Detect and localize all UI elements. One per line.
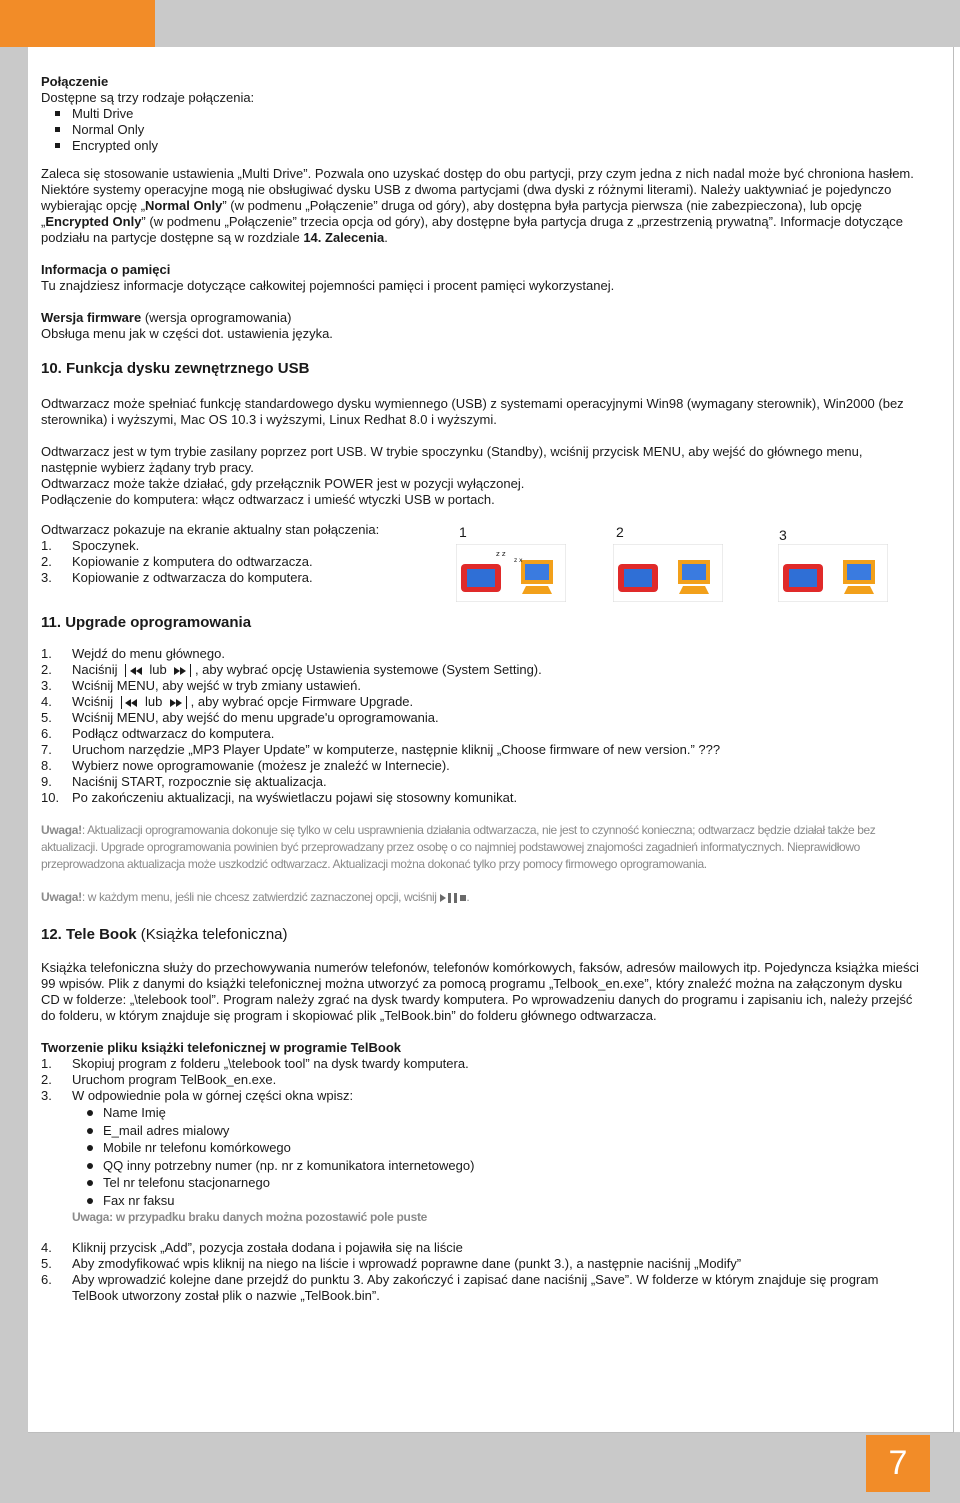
next-button-symbol (170, 662, 195, 678)
item-number: 1. (41, 538, 52, 553)
item-number: 10. (41, 790, 60, 805)
item-number: 5. (41, 710, 52, 725)
list-item (41, 662, 921, 678)
connection-options-list (41, 106, 921, 154)
item-text: Spoczynek. (72, 538, 140, 553)
telbook-fields-list (41, 1104, 921, 1209)
item-number: 6. (41, 1272, 52, 1287)
left-gray-band (0, 47, 28, 1432)
page-content (41, 74, 921, 1304)
list-item (41, 1056, 921, 1072)
item-number: 8. (41, 758, 52, 773)
list-item (41, 758, 921, 774)
warning-text: : Aktualizacji oprogramowania dokonuje się tylko w celu usprawnienia działania odtwarzacza, nie jest to czynność konieczna; odtwarzacz będzie działał także bez aktualizacji. Upgrade oprogramowania powinien być przeprowadzany przez osobę o co najmniej podstawowej znajomości zagadnień informatycznych. Nieprawidłowo przeprowadzona aktualizacja może uszkodzić odtwarzacz. Aktualizacji można dokonać tylko przy pomocy firmowego oprogramowania. (41, 823, 876, 871)
item-text: Kopiowanie z odtwarzacza do komputera. (72, 570, 313, 585)
section-heading-polaczenie: Połączenie (41, 74, 109, 89)
firmware-heading-bold: Wersja firmware (41, 310, 142, 325)
svg-text:z z: z z (496, 550, 506, 558)
list-item: Name Imię (87, 1104, 921, 1122)
polaczenie-paragraph-1: Zaleca się stosowanie ustawienia „Multi Drive”. Pozwala ono uzyskać dostęp do obu partycji, przy czym jedna z nich nadal może być chroniona hasłem. (41, 166, 914, 181)
svg-text:z x: z x (514, 557, 523, 564)
item-text: Kliknij przycisk „Add”, pozycja została dodana i pojawiła się na liście (72, 1240, 463, 1255)
bottom-gray-band (0, 1432, 960, 1503)
list-item (41, 554, 441, 570)
item-number: 2. (41, 662, 52, 677)
item-text: Naciśnij START, rozpocznie się aktualizacja. (72, 774, 327, 789)
section-heading-pamiec: Informacja o pamięci (41, 262, 171, 277)
warning-label: Uwaga! (41, 823, 82, 837)
status-player-to-pc-illustration (778, 544, 888, 602)
item-text (72, 694, 413, 710)
list-item (41, 710, 921, 726)
list-item: Tel nr telefonu stacjonarnego (87, 1174, 921, 1192)
firmware-text: Obsługa menu jak w części dot. ustawienia języka. (41, 326, 333, 341)
warning-label: Uwaga! (41, 890, 82, 904)
picture-label-1: 1 (459, 524, 467, 540)
list-item (41, 694, 921, 710)
warning-text: : w każdym menu, jeśli nie chcesz zatwierdzić zaznaczonej opcji, wciśnij (81, 890, 440, 904)
list-item: Encrypted only (55, 138, 921, 154)
page-number: 7 (866, 1435, 930, 1492)
item-text: Wejdź do menu głównego. (72, 646, 225, 661)
pamiec-text: Tu znajdziesz informacje dotyczące całkowitej pojemności pamięci i procent pamięci wykorzystanej. (41, 278, 615, 293)
list-item (41, 774, 921, 790)
firmware-heading (41, 310, 921, 326)
section-12-heading-bold: 12. Tele Book (41, 926, 137, 943)
item-text: Kopiowanie z komputera do odtwarzacza. (72, 554, 313, 569)
item-text: Wciśnij MENU, aby wejść w tryb zmiany ustawień. (72, 678, 361, 693)
previous-button-symbol (117, 694, 142, 710)
orange-corner-block (0, 0, 155, 47)
section-12-paragraph: Książka telefoniczna służy do przechowywania numerów telefonów, telefonów komórkowych, faksów, adresów mailowych itp. Pojedyncza książka mieści 99 wpisów. Plik z danymi do książki telefonicznej można utworzyć za pomocą programu „Telbook_en.exe”, który znaleźć można na załączonym dysku CD w folderze: „\telebook tool”. Program należy zgrać na dysk twardy komputera. Po wprowadzeniu danych do programu i zapisaniu ich, należy przejść do folderu, w którym znajduje się program i skopiować plik „TelBook.bin” do folderu głównego odtwarzacza. (41, 960, 919, 1023)
list-item (41, 790, 921, 806)
item-number: 4. (41, 1240, 52, 1255)
item-number: 1. (41, 646, 52, 661)
item-text (72, 662, 542, 678)
list-item: Fax nr faksu (87, 1192, 921, 1210)
list-item (41, 1072, 921, 1088)
list-item (41, 1240, 921, 1256)
section-10-paragraph-2: Odtwarzacz jest w tym trybie zasilany poprzez port USB. W trybie spoczynku (Standby), wciśnij przycisk MENU, aby wejść do głównego menu, następnie wybierz żądany tryb pracy. (41, 444, 863, 475)
text-run: , aby wybrać opcję Ustawienia systemowe (System Setting). (194, 662, 542, 677)
section-12-heading (41, 926, 921, 944)
text-run: . (466, 890, 470, 904)
list-item (41, 1088, 921, 1104)
item-number: 9. (41, 774, 52, 789)
section-10-paragraph-1: Odtwarzacz może spełniać funkcję standardowego dysku wymiennego (USB) z systemami operacyjnymi Win98 (wymagany sterownik), Win2000 (bez sterownika) i wyższymi, Mac OS 10.3 i wyższymi, Linux Redhat 8.0 i wyższymi. (41, 396, 904, 427)
status-pc-to-player-illustration (613, 544, 723, 602)
firmware-heading-suffix: (wersja oprogramowania) (141, 310, 292, 325)
section-10-paragraph-3: Odtwarzacz może także działać, gdy przełącznik POWER jest w pozycji wyłączonej. (41, 476, 525, 491)
list-item: Multi Drive (55, 106, 921, 122)
list-item: E_mail adres mialowy (87, 1122, 921, 1140)
telbook-subheading: Tworzenie pliku książki telefonicznej w programie TelBook (41, 1040, 401, 1055)
list-item (41, 742, 921, 758)
list-item: Normal Only (55, 122, 921, 138)
list-item (41, 1256, 921, 1272)
status-intro: Odtwarzacz pokazuje na ekranie aktualny stan połączenia: (41, 522, 380, 537)
empty-fields-note: Uwaga: w przypadku braku danych można pozostawić pole puste (72, 1210, 428, 1224)
section-11-heading: 11. Upgrade oprogramowania (41, 614, 252, 631)
previous-button-symbol (121, 662, 146, 678)
section-12-heading-suffix: (Książka telefoniczna) (136, 926, 288, 943)
section-10-paragraph-4: Podłączenie do komputera: włącz odtwarzacz i umieść wtyczki USB w portach. (41, 492, 495, 507)
text-run: , aby wybrać opcje Firmware Upgrade. (190, 694, 414, 709)
list-item (41, 570, 441, 586)
item-text: Skopiuj program z folderu „\telebook tool” na dysk twardy komputera. (72, 1056, 469, 1071)
picture-label-2: 2 (616, 524, 624, 540)
item-number: 5. (41, 1256, 52, 1271)
normal-only-term: Normal Only (145, 198, 223, 213)
text-run: lub (145, 662, 171, 677)
play-pause-symbol (440, 890, 470, 904)
item-number: 7. (41, 742, 52, 757)
item-text: Wciśnij MENU, aby wejść do menu upgrade'u oprogramowania. (72, 710, 439, 725)
item-number: 3. (41, 678, 52, 693)
picture-label-3: 3 (779, 527, 787, 543)
text-run: Naciśnij (72, 662, 122, 677)
text-run: Wciśnij (72, 694, 117, 709)
item-number: 2. (41, 554, 52, 569)
polaczenie-paragraph-2 (41, 182, 921, 246)
item-text: Podłącz odtwarzacz do komputera. (72, 726, 275, 741)
item-text: Aby zmodyfikować wpis kliknij na niego na liście i wprowadź poprawne dane (punkt 3.), a następnie naciśnij „Modify” (72, 1256, 742, 1271)
item-text: Uruchom narzędzie „MP3 Player Update” w komputerze, następnie kliknij „Choose firmware of new version.” ??? (72, 742, 721, 757)
list-item (41, 1272, 921, 1304)
item-number: 4. (41, 694, 52, 709)
item-number: 6. (41, 726, 52, 741)
upgrade-warning-note (41, 822, 921, 873)
top-gray-band (155, 0, 960, 47)
menu-cancel-note (41, 889, 921, 906)
section-10-heading: 10. Funkcja dysku zewnętrznego USB (41, 360, 310, 377)
text-run: . (384, 230, 388, 245)
list-item (41, 726, 921, 742)
item-text: Aby wprowadzić kolejne dane przejdź do punktu 3. Aby zakończyć i zapisać dane naciśnij „Save”. W folderze w którym znajduje się program TelBook utworzony został plik o nazwie „TelBook.bin”. (72, 1272, 879, 1303)
list-item: QQ inny potrzebny numer (np. nr z komunikatora internetowego) (87, 1157, 921, 1175)
list-item (41, 538, 441, 554)
item-number: 2. (41, 1072, 52, 1087)
text-run: Niektóre systemy operacyjne mogą nie obsługiwać dysku USB z dwoma partycjami (dwa dyski z różnymi literami). Należy uaktywniać je pojedynczo wybierając opcję „ (41, 182, 892, 213)
polaczenie-intro: Dostępne są trzy rodzaje połączenia: (41, 90, 255, 105)
item-number: 3. (41, 570, 52, 585)
item-number: 3. (41, 1088, 52, 1103)
list-item (41, 678, 921, 694)
item-text: Po zakończeniu aktualizacji, na wyświetlaczu pojawi się stosowny komunikat. (72, 790, 518, 805)
item-text: Uruchom program TelBook_en.exe. (72, 1072, 277, 1087)
encrypted-only-term: Encrypted Only (45, 214, 142, 229)
list-item: Mobile nr telefonu komórkowego (87, 1139, 921, 1157)
item-text: W odpowiednie pola w górnej części okna wpisz: (72, 1088, 354, 1103)
text-run: lub (141, 694, 166, 709)
connection-status-list (41, 522, 441, 586)
item-number: 1. (41, 1056, 52, 1071)
connection-status-block (41, 522, 921, 592)
text-run: ” (w podmenu „Połączenie” druga od góry), aby dostępna była partycja pierwsza (nie zabezpieczona), lub opcję „ (41, 198, 862, 229)
item-text: Wybierz nowe oprogramowanie (możesz je znaleźć w Internecie). (72, 758, 450, 773)
status-idle-illustration (456, 544, 566, 602)
next-button-symbol (166, 694, 191, 710)
chapter-reference: 14. Zalecenia (303, 230, 385, 245)
text-run: ” (w podmenu „Połączenie” trzecia opcja od góry), aby dostępne była partycja druga z „przestrzenią prywatną”. Informacje dotyczące podziału na partycje dostępne są w rozdziale (41, 214, 904, 245)
list-item (41, 646, 921, 662)
